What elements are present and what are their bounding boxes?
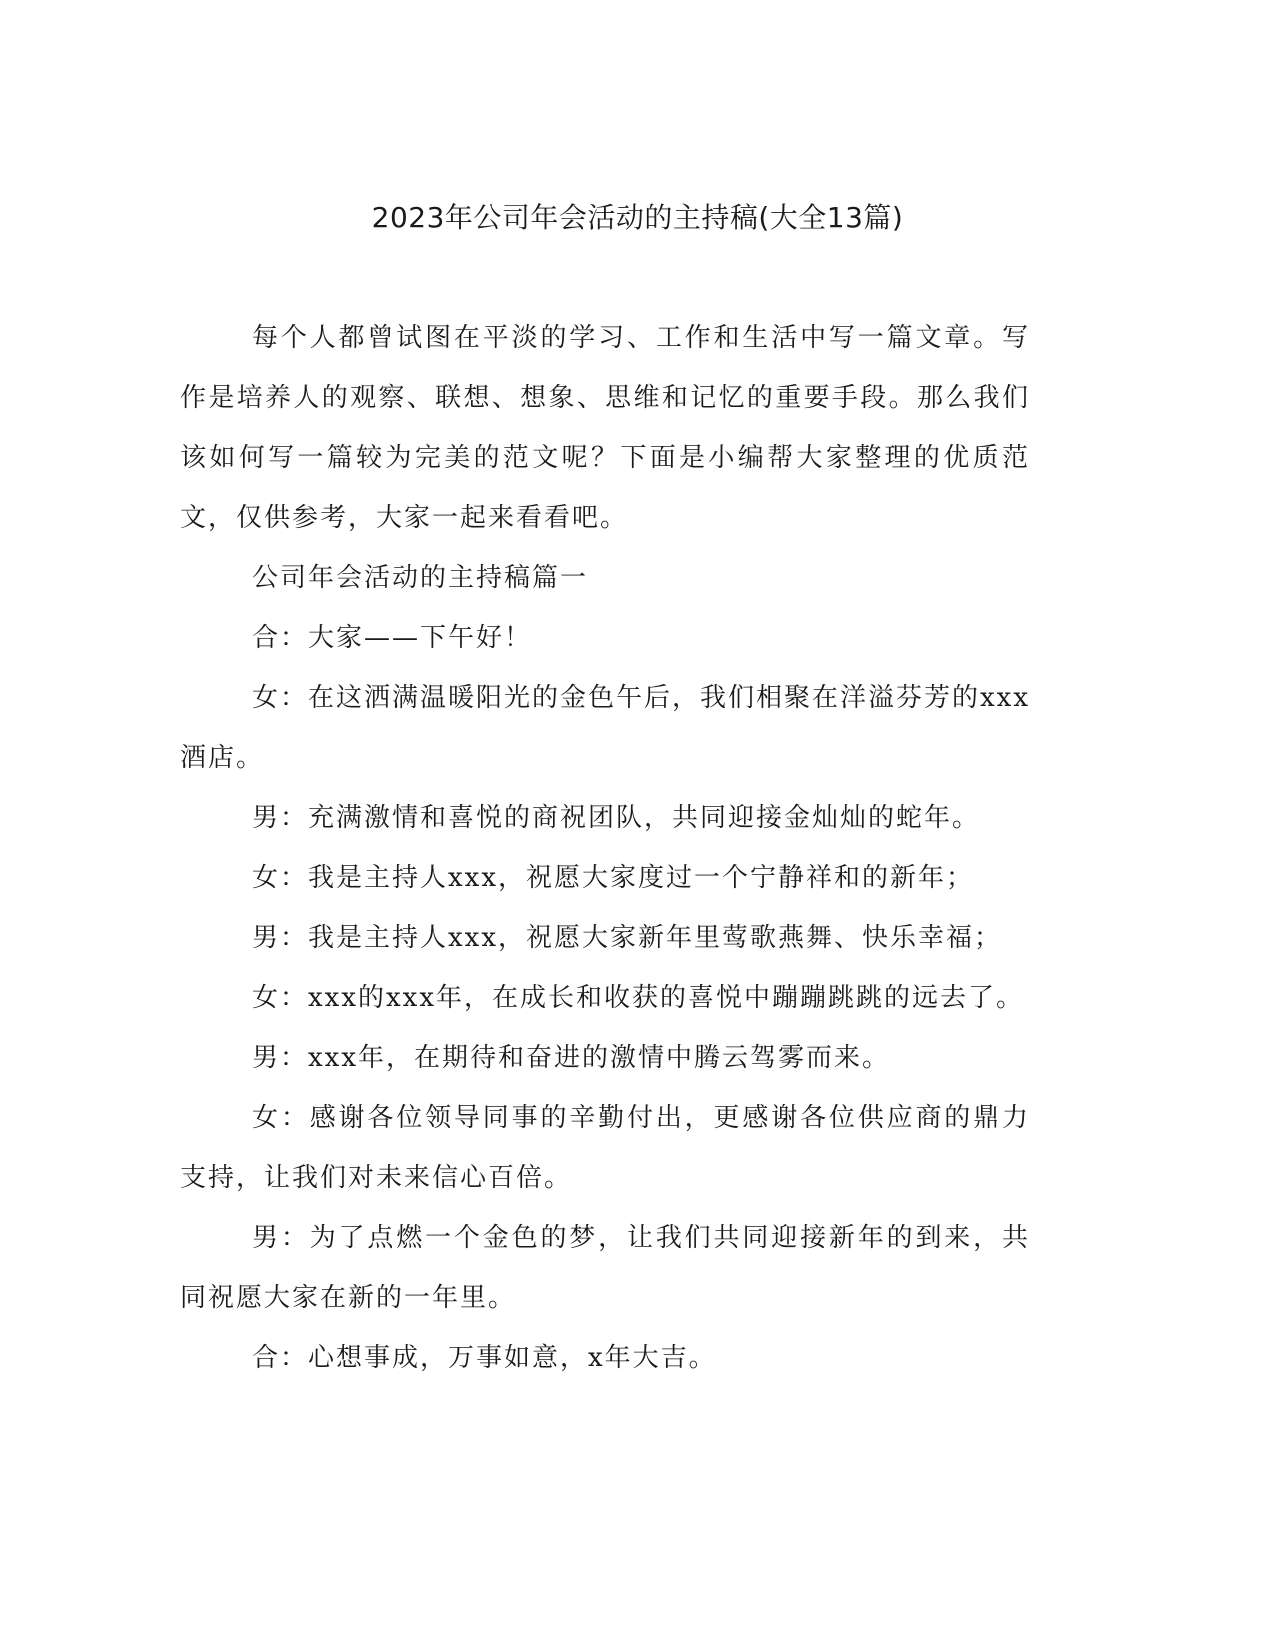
section-heading: 公司年会活动的主持稿篇一: [252, 563, 589, 593]
script-line: 男：我是主持人xxx，祝愿大家新年里莺歌燕舞、快乐幸福；: [252, 923, 1002, 953]
intro-paragraph: 每个人都曾试图在平淡的学习、工作和生活中写一篇文章。写作是培养人的观察、联想、想象、思维和记忆的重要手段。那么我们该如何写一篇较为完美的范文呢？下面是小编帮大家整理的优质范文，仅供参考，大家一起来看看吧。: [180, 323, 1030, 533]
script-line: 合：大家——下午好！: [252, 623, 533, 653]
script-line: 男：为了点燃一个金色的梦，让我们共同迎接新年的到来，共同祝愿大家在新的一年里。: [180, 1223, 1030, 1313]
script-line: 女：感谢各位领导同事的辛勤付出，更感谢各位供应商的鼎力支持，让我们对未来信心百倍。: [180, 1103, 1030, 1193]
script-line: 男：xxx年，在期待和奋进的激情中腾云驾雾而来。: [252, 1043, 890, 1073]
script-line: 女：在这洒满温暖阳光的金色午后，我们相聚在洋溢芬芳的xxx酒店。: [180, 683, 1030, 773]
document-body: [180, 308, 1030, 1388]
script-line: 男：充满激情和喜悦的商祝团队，共同迎接金灿灿的蛇年。: [252, 803, 981, 833]
script-line: 女：我是主持人xxx，祝愿大家度过一个宁静祥和的新年；: [252, 863, 974, 893]
script-line: 女：xxx的xxx年，在成长和收获的喜悦中蹦蹦跳跳的远去了。: [252, 983, 1024, 1013]
script-line: 合：心想事成，万事如意，x年大吉。: [252, 1343, 717, 1373]
document-title: 2023年公司年会活动的主持稿(大全13篇): [371, 201, 904, 234]
